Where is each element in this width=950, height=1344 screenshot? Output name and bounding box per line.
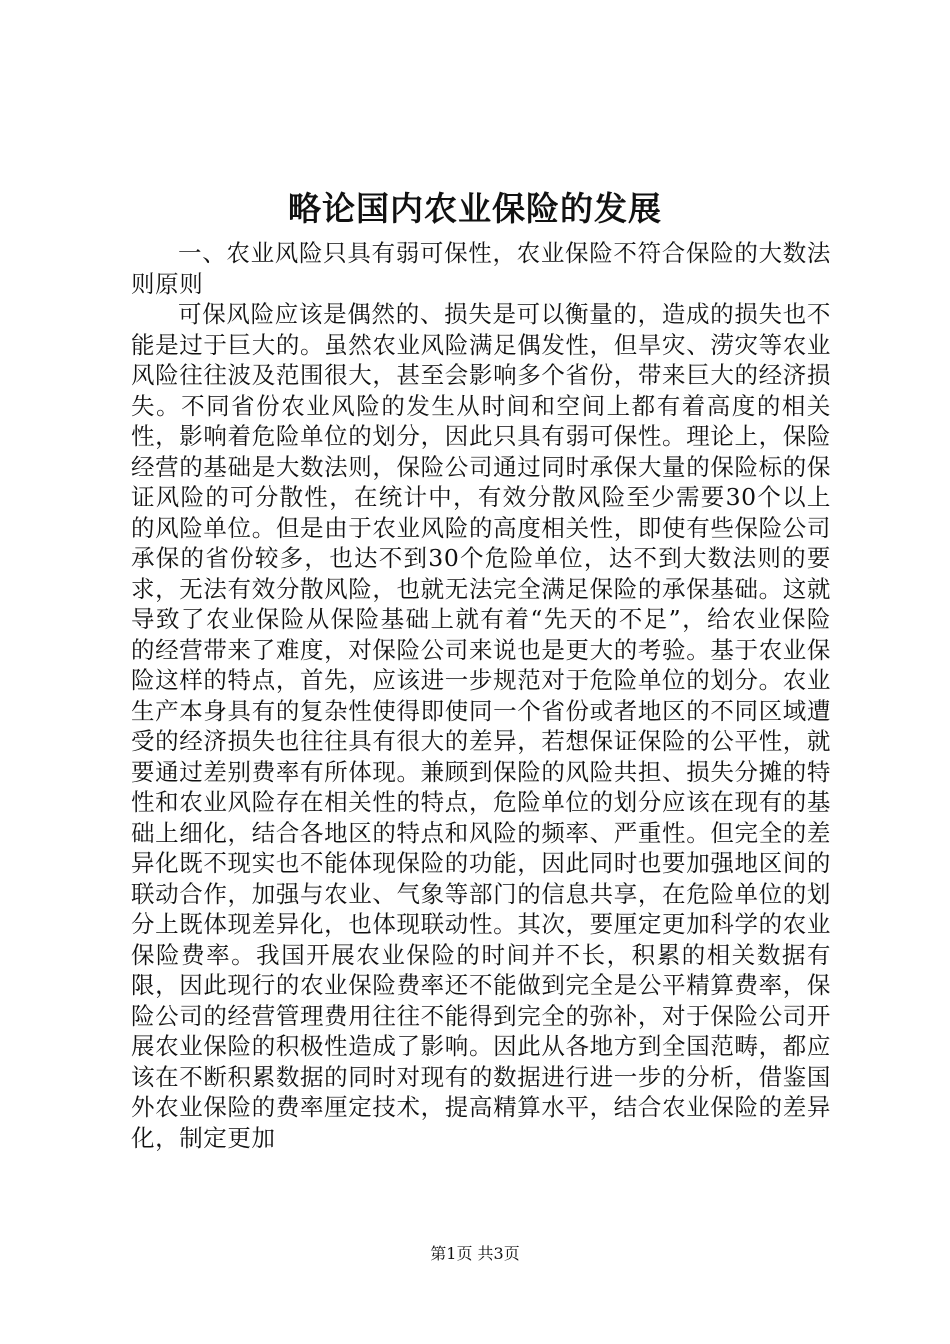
document-title: 略论国内农业保险的发展: [288, 189, 662, 228]
section-heading: 一、农业风险只具有弱可保性，农业保险不符合保险的大数法则原则: [131, 239, 831, 298]
page-number-footer: 第1页 共3页: [430, 1244, 520, 1263]
document-body: [131, 238, 831, 1153]
body-paragraph: 可保风险应该是偶然的、损失是可以衡量的，造成的损失也不能是过于巨大的。虽然农业风险满足偶发性，但旱灾、涝灾等农业风险往往波及范围很大，甚至会影响多个省份，带来巨大的经济损失。不同省份农业风险的发生从时间和空间上都有着高度的相关性，影响着危险单位的划分，因此只具有弱可保性。理论上，保险经营的基础是大数法则，保险公司通过同时承保大量的保险标的保证风险的可分散性，在统计中，有效分散风险至少需要30个以上的风险单位。但是由于农业风险的高度相关性，即使有些保险公司承保的省份较多，也达不到30个危险单位，达不到大数法则的要求，无法有效分散风险，也就无法完全满足保险的承保基础。这就导致了农业保险从保险基础上就有着“先天的不足”，给农业保险的经营带来了难度，对保险公司来说也是更大的考验。基于农业保险这样的特点，首先，应该进一步规范对于危险单位的划分。农业生产本身具有的复杂性使得即使同一个省份或者地区的不同区域遭受的经济损失也往往具有很大的差异，若想保证保险的公平性，就要通过差别费率有所体现。兼顾到保险的风险共担、损失分摊的特性和农业风险存在相关性的特点，危险单位的划分应该在现有的基础上细化，结合各地区的特点和风险的频率、严重性。但完全的差异化既不现实也不能体现保险的功能，因此同时也要加强地区间的联动合作，加强与农业、气象等部门的信息共享，在危险单位的划分上既体现差异化，也体现联动性。其次，要厘定更加科学的农业保险费率。我国开展农业保险的时间并不长，积累的相关数据有限，因此现行的农业保险费率还不能做到完全是公平精算费率，保险公司的经营管理费用往往不能得到完全的弥补，对于保险公司开展农业保险的积极性造成了影响。因此从各地方到全国范畴，都应该在不断积累数据的同时对现有的数据进行进一步的分析，借鉴国外农业保险的费率厘定技术，提高精算水平，结合农业保险的差异化，制定更加: [131, 300, 831, 1152]
